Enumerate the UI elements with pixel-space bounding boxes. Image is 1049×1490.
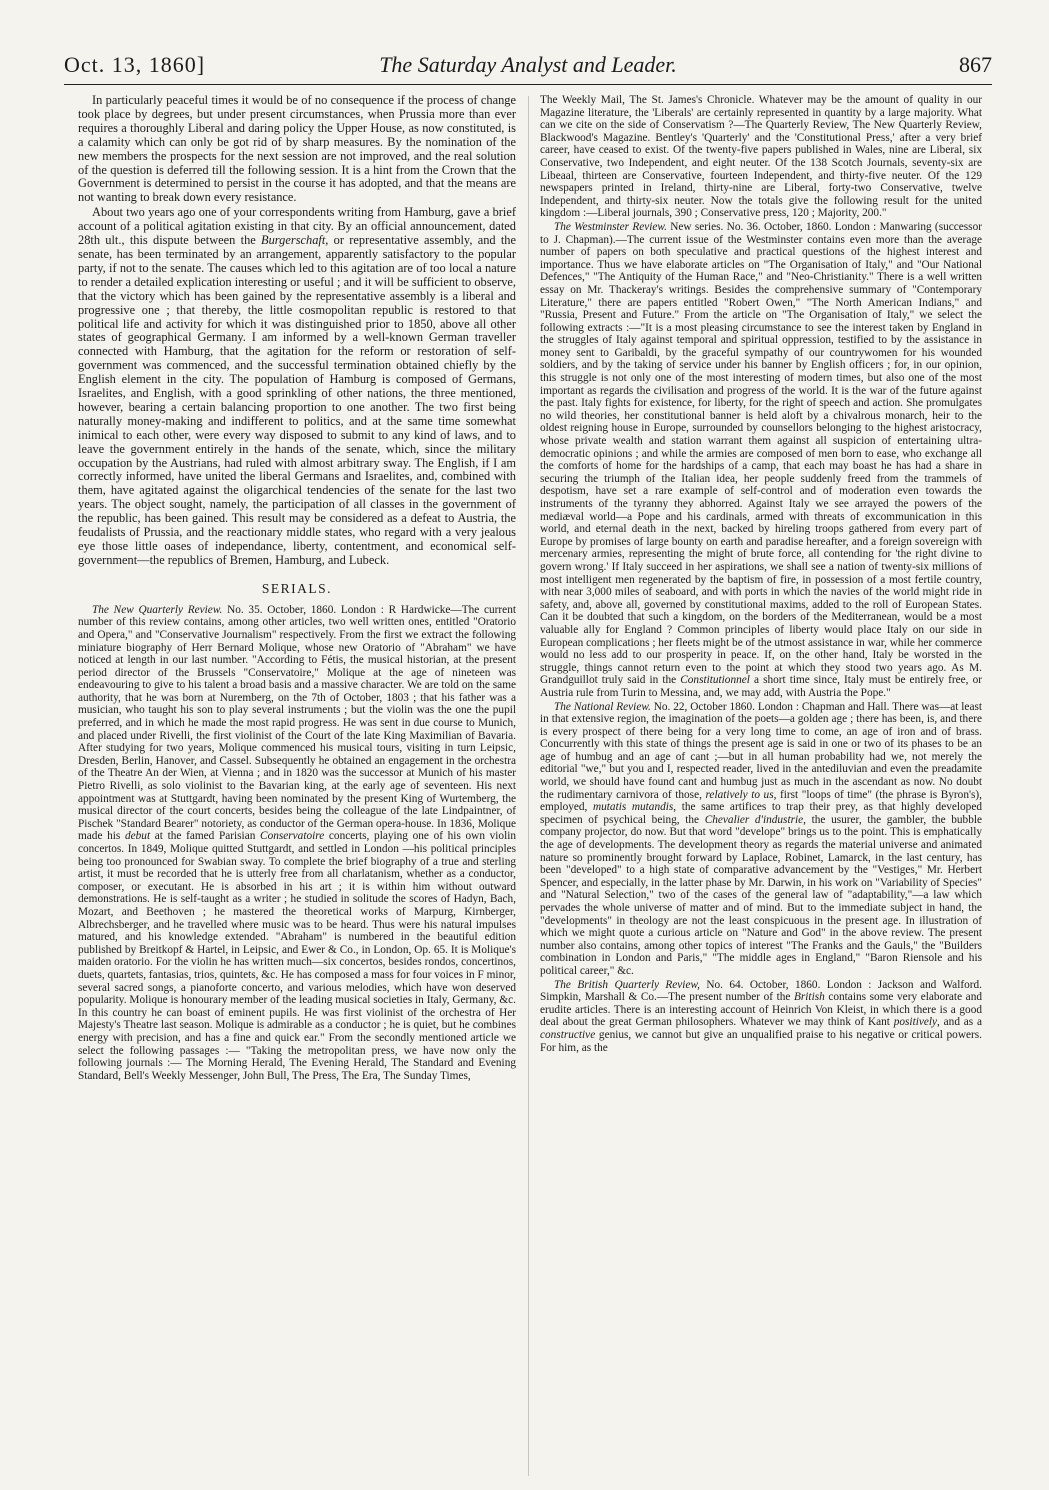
review-national: The National Review. No. 22, October 1860. London : Chapman and Hall. There was—at least in that extensive region, the imagination of the poets—a golden age ; there has been, is, and there is every prospect of there being for a very long time to come, an age of iron and of brass. Concurrently with this state of things the present age is said in one or two of its phases to be an age of humbug and an age of cant ;—but in all human probability had we, not merely the editorial "we," but you and I, respected reader, lived in the antediluvian and even the preadamite world, we should have found cant and humbug just as much in the ascendant as now. No doubt the rudimentary carnivora of those, relatively to us, first "loops of time" (the phrase is Byron's), employed, mutatis mutandis, the same artifices to trap their prey, as that highly developed specimen of psychical being, the Chevalier d'industrie, the usurer, the gambler, the bubble company projector, do now. But that word "develope" brings us to the point. This is emphatically the age of developments. The development theory as regards the material universe and animated nature so prominently brought forward by Laplace, Robinet, Lamarck, in the last century, has been "developed" to a high state of comparative advancement by the "Vestiges," Mr. Herbert Spencer, and especially, in the latter phase by Mr. Darwin, in his work on "Variability of Species" and "Natural Selection," two of the cases of the general law of "adaptability,"—a law which pervades the whole universe of matter and of mind. But to the immediate subject in hand, the "developments" in theology are not the least conspicuous in the present age. In illustration of which we might quote a curious article on "Nature and God" in the above review. The present number also contains, among other topics of interest "The Franks and the Gauls," the "Builders combination in London and Paris," "The middle ages in England," "Baron Riensole and his political career," &c. <box>540 700 982 977</box>
review-westminster: The Westminster Review. New series. No. 36. October, 1860. London : Manwaring (successor to J. Chapman).—The current issue of the Westminster contains even more than the average number of papers on both speculative and practical questions of the highest interest and importance. Thus we have elaborate articles on "The Organisation of Italy," and "Our National Defences," "The Antiquity of the Human Race," and "Neo-Christianity." There is a well written essay on Mr. Thackeray's writings. Besides the comprehensive summary of "Contemporary Literature," there are papers entitled "Robert Owen," "The North American Indians," and "Russia, Present and Future." From the article on "The Organisation of Italy," we select the following extracts :—"It is a most pleasing circumstance to see the interest taken by England in the struggles of Italy against temporal and spiritual oppression, testified to by the assistance in money sent to Garibaldi, by the graceful sympathy of our countrywomen for his wounded soldiers, and by the taking of service under his banner by English officers ; for, in our opinion, this struggle is not only one of the most interesting of modern times, but also one of the most important as regards the civilisation and progress of the world. It is the war of the future against the past. Italy fights for existence, for liberty, for the right of speech and action. She promulgates no wild theories, her constitutional banner is held aloft by a chivalrous monarch, heir to the oldest reigning house in Europe, surrounded by counsellors belonging to the highest aristocracy, whose private wealth and station warrant them against all suspicion of entertaining ultra-democratic opinions ; and while the armies are composed of men born to ease, who exchange all the comforts of home for the hardships of a camp, that each may boast he has had a share in securing the triumph of the Italian idea, her people suddenly freed from the trammels of despotism, have set a rare example of self-control and of moderation even towards the instruments of the tyranny they abhorred. Against Italy we see arrayed the powers of the mediæval world—a Pope and his cardinals, armed with threats of excommunication in this world, and eternal death in the next, backed by hireling troops gathered from every part of Europe by promises of large bounty on earth and paradise hereafter, and a foreign sovereign with mercenary armies, representing the might of brute force, all contending for 'the right divine to govern wrong.' If Italy succeed in her aspirations, we shall see a nation of twenty-six millions of most intelligent men regenerated by the baptism of fire, in possession of a most fertile country, with near 3,000 miles of seaboard, and with ports in which the navies of the world might ride in safety, and, above all, governed by constitutional maxims, added to the roll of European States. Can it be doubted that such a kingdom, on the borders of the Mediterranean, would be a most valuable ally for England ? Common principles of liberty would place Italy on our side in European complications ; her fleets might be of the utmost assistance in war, while her commerce would no less add to our prosperity in peace. If, on the other hand, Italy be worsted in the struggle, things cannot return even to the point at which they stood two years ago. As M. Grandguillot truly said in the Constitutionnel a short time since, Italy must be entirely free, or Austria rule from Turin to Messina, and, we may add, with Austria the Pope." <box>540 220 982 699</box>
header-rule <box>64 84 992 85</box>
left-column <box>78 94 516 1083</box>
review-british-quarterly: The British Quarterly Review, No. 64. October, 1860. London : Jackson and Walford. Simpkin, Marshall & Co.—The present number of the British contains some very elaborate and erudite articles. There is an interesting account of Heinrich Von Kleist, in which there is a good deal about the great German philosophers. Whatever we may think of Kant positively, and as a constructive genius, we cannot but give an unqualified praise to his negative or critical powers. For him, as the <box>540 978 982 1054</box>
issue-date: Oct. 13, 1860] <box>64 52 206 77</box>
review-new-quarterly: The New Quarterly Review. No. 35. October, 1860. London : R Hardwicke—The current number of this review contains, among other articles, two well written ones, entitled "Oratorio and Opera," and "Conservative Journalism" respectively. From the first we extract the following miniature biography of Herr Bernard Molique, whose new Oratorio of "Abraham" we have noticed at length in our last number. "According to Fétis, the musical historian, at the present period director of the Brussels "Conservatoire," Molique at the age of nineteen was endeavouring to give to his talent a broad basis and a massive character. We are told on the same authority, that he was born at Nuremberg, on the 7th of October, 1803 ; that his father was a musician, who taught his son to play several instruments ; but the violin was the one the pupil preferred, and in which he made the most rapid progress. He was sent in due course to Munich, and placed under Rivelli, the first violinist of the Court of the late King Maximilian of Bavaria. After studying for two years, Molique commenced his musical tours, visiting in turn Leipsic, Dresden, Berlin, Hanover, and Cassel. Subsequently he obtained an engagement in the orchestra of the Theatre An der Wien, at Vienna ; and in 1820 was the successor at Munich of his master Pietro Rivelli, as solo violinist to the Bavarian king, at the early age of seventeen. His next appointment was at Stuttgardt, having been nominated by the present King of Wurtemberg, the musical director of the court concerts, besides being the colleague of the late Lindpaintner, of Pischek "Standard Bearer" notoriety, as conductor of the German opera-house. In 1836, Molique made his debut at the famed Parisian Conservatoire concerts, playing one of his own violin concertos. In 1849, Molique quitted Stuttgardt, and settled in London —his political principles being too pronounced for Swabian sway. To complete the brief biography of a true and sterling artist, it must be recorded that he is utterly free from all charlatanism, whether as a conductor, composer, or executant. He is absorbed in his art ; it is within him without outward demonstrations. He is self-taught as a writer ; he studied in solitude the scores of Hadyn, Bach, Mozart, and Beethoven ; he mastered the theoretical works of Marpurg, Kirnberger, Albrechsberger, and he travelled where music was to be heard. Thus were his natural impulses matured, and his knowledge extended. "Abraham" is numbered in the beautiful edition published by Breitkopf & Hartel, in Leipsic, and Ewer & Co., in London, Op. 65. It is Molique's maiden oratorio. For the violin he has written much—six concertos, besides rondos, concertinos, duets, quartets, fantasias, trios, quintets, &c. He has composed a mass for four voices in F minor, several sacred songs, a pianoforte concerto, and various melodies, which have won deserved popularity. Molique is honourary member of the leading musical societies in Italy, Germany, &c. In this country he can boast of eminent pupils. He was first violinist of the orchestra of Her Majesty's Theatre last season. Molique is admirable as a conductor ; he is quiet, but he combines energy with precision, and has a fine and quick ear." From the secondly mentioned article we select the following passages :— "Taking the metropolitan press, we have now only the following journals :— The Morning Herald, The Evening Herald, The Standard and Evening Standard, Bell's Weekly Messenger, John Bull, The Press, The Era, The Sunday Times, <box>78 603 517 1082</box>
publication-title: The Saturday Analyst and Leader. <box>379 52 677 77</box>
page-header <box>64 52 992 92</box>
paragraph-prussia: In particularly peaceful times it would be of no consequence if the process of change took place by degrees, but under present circumstances, when Prussia more than ever requires a thoroughly Liberal and daring policy the Upper House, as now constituted, is a calamity which can only be got rid of by sharp measures. By the nomination of the new members the prospects for the next session are not improved, and the real solution of the question is deferred till the following session. It is a hint from the Crown that the Government is determined to persist in the course it has adopted, and that the means are not wanting to break down every resistance. <box>78 93 516 205</box>
serials-heading: SERIALS. <box>261 580 333 596</box>
page-number: 867 <box>959 52 992 77</box>
paragraph-hamburg: About two years ago one of your correspondents writing from Hamburg, gave a brief account of a political agitation existing in that city. By an official announcement, dated 28th ult., this dispute between the Burgerschaft, or representative assembly, and the senate, has been terminated by an arrangement, apparently satisfactory to the popular party, if not to the senate. The causes which led to this agitation are of too local a nature to render a detailed explication interesting or useful ; and it will be sufficient to observe, that the victory which has been gained by the representative assembly is a liberal and progressive one ; that thereby, the little cosmopolitan republic is restored to that political life and activity for which it was distinguished prior to 1850, above all other states of geographical Germany. I am informed by a well-known German traveller connected with Hamburg, that the agitation for the reform or restoration of self-government was commenced, and the successful termination obtained chiefly by the English element in the city. The population of Hamburg is composed of Germans, Israelites, and English, with a good sprinkling of other nations, the three mentioned, however, bearing a certain balancing proportion to one another. The two first being naturally money-making and indifferent to politics, and at the same time somewhat inimical to each other, were every way disposed to submit to any kind of laws, and to leave the government entirely in the hands of the senate, which, since the military occupation by the Austrians, had ruled with almost arbitrary sway. The English, if I am correctly informed, have united the liberal Germans and Israelites, and, combined with them, have agitated against the oligarchical tendencies of the senate for the last two years. The object sought, namely, the participation of all classes in the government of the republic, has been gained. This result may be considered as a defeat to Austria, the feudalists of Prussia, and the reactionary middle states, who regard with a very jealous eye those little oases of independance, liberty, contentment, and economical self-government—the republics of Bremen, Hamburg, and Lubeck. <box>78 205 516 567</box>
paragraph-journal-totals: The Weekly Mail, The St. James's Chronicle. Whatever may be the amount of quality in our Magazine literature, the 'Liberals' are certainly represented in quantity by a large majority. What can we cite on the side of Conservatism ?—The Quarterly Review, The New Quarterly Review, Blackwood's Magazine. Bentley's 'Quarterly' and the 'Constitutional Press,' after a very brief career, have ceased to exist. Of the twenty-five papers published in Wales, nine are Liberal, six Conservative, two Independent, and eight neuter. Of the 138 Scotch Journals, seventy-six are Libeaal, thirteen are Conservative, fourteen Independent, and thirty-five neuter. Of the 129 newspapers printed in Ireland, thirty-nine are Liberal, forty-two Conservative, twelve Independent, and thirty-six neuter. Now the totals give the following result for the united kingdom :—Liberal journals, 390 ; Conservative press, 120 ; Majority, 200." <box>540 94 982 220</box>
column-divider <box>528 96 529 1476</box>
right-column <box>540 94 982 1055</box>
